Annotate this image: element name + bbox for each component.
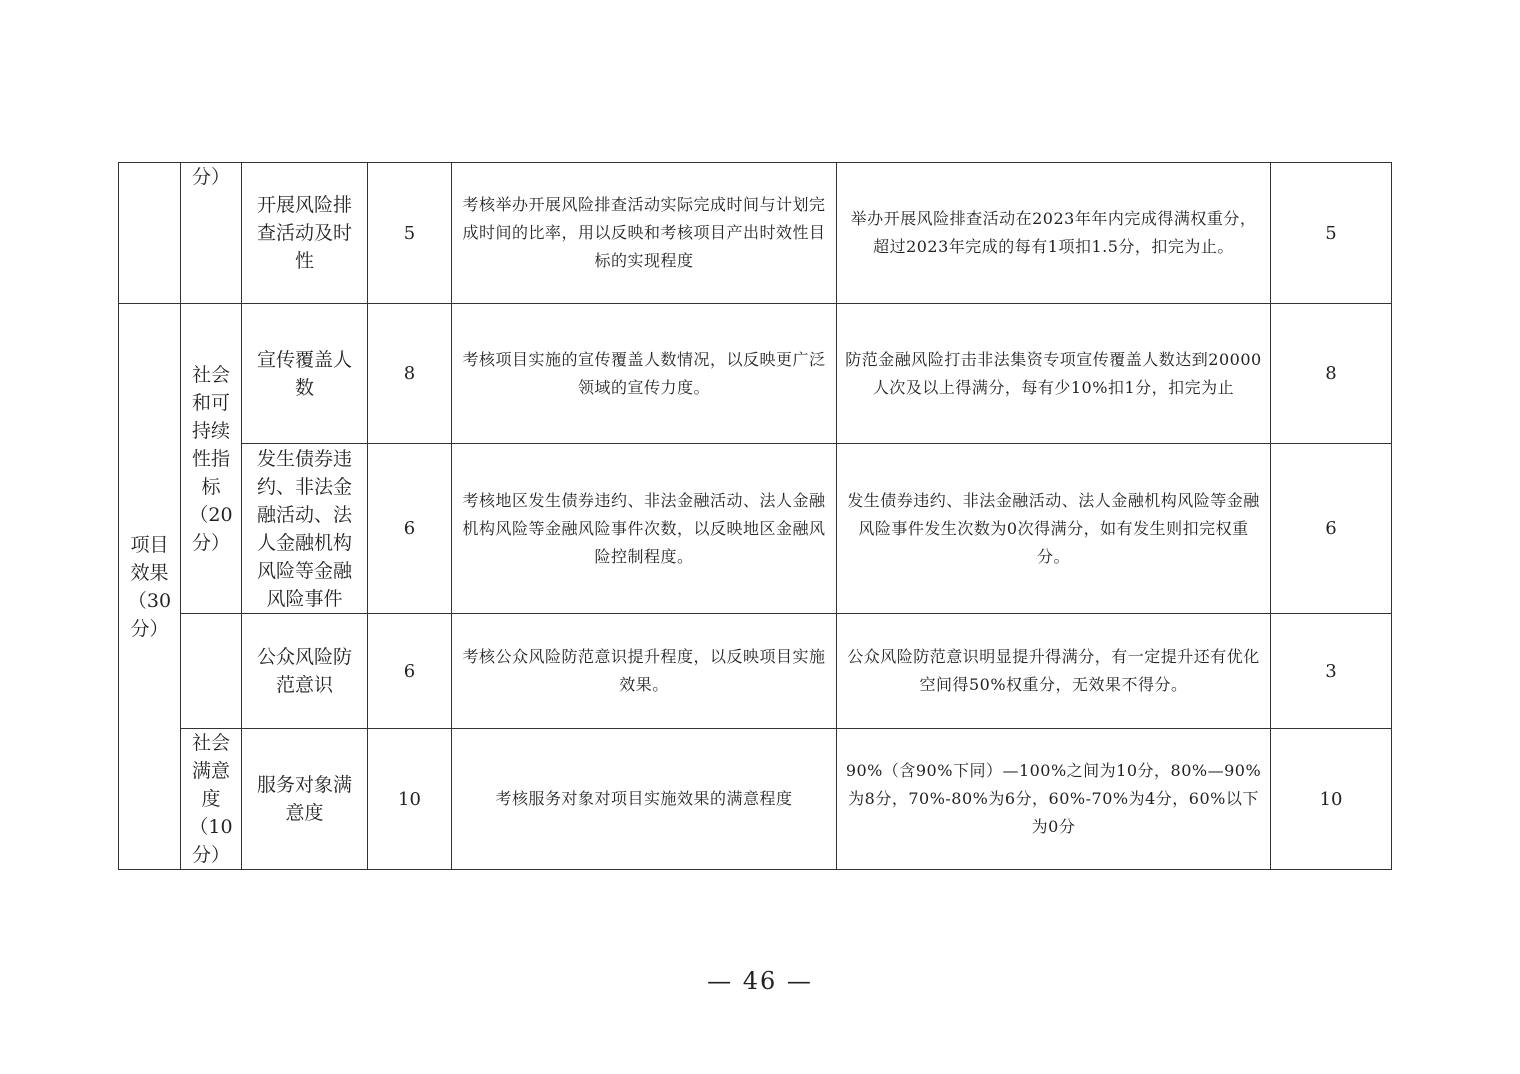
level1-cell-empty bbox=[119, 163, 181, 304]
table-row bbox=[119, 729, 1392, 870]
weight-cell: 8 bbox=[368, 304, 452, 444]
indicator-cell: 公众风险防范意识 bbox=[242, 614, 368, 729]
weight-cell: 10 bbox=[368, 729, 452, 870]
criteria-cell: 公众风险防范意识明显提升得满分，有一定提升还有优化空间得50%权重分，无效果不得分。 bbox=[837, 614, 1271, 729]
level2-cell-empty bbox=[181, 614, 242, 729]
explanation-cell: 考核地区发生债券违约、非法金融活动、法人金融机构风险等金融风险事件次数，以反映地区金融风险控制程度。 bbox=[452, 444, 837, 614]
indicator-cell: 宣传覆盖人数 bbox=[242, 304, 368, 444]
level2-fragment-cell: 分） bbox=[181, 163, 242, 304]
criteria-cell: 防范金融风险打击非法集资专项宣传覆盖人数达到20000人次及以上得满分，每有少10%扣1分，扣完为止 bbox=[837, 304, 1271, 444]
indicator-cell: 服务对象满意度 bbox=[242, 729, 368, 870]
level1-effect-cell: 项目效果（30分） bbox=[119, 304, 181, 870]
explanation-cell: 考核举办开展风险排查活动实际完成时间与计划完成时间的比率，用以反映和考核项目产出时效性目标的实现程度 bbox=[452, 163, 837, 304]
table-row bbox=[119, 163, 1392, 304]
indicator-cell: 发生债券违约、非法金融活动、法人金融机构风险等金融风险事件 bbox=[242, 444, 368, 614]
weight-cell: 6 bbox=[368, 614, 452, 729]
table-row bbox=[119, 304, 1392, 444]
score-cell: 6 bbox=[1271, 444, 1392, 614]
level2-satisfaction-cell: 社会满意度（10分） bbox=[181, 729, 242, 870]
explanation-cell: 考核服务对象对项目实施效果的满意程度 bbox=[452, 729, 837, 870]
criteria-cell: 90%（含90%下同）—100%之间为10分，80%—90%为8分，70%-80%为6分，60%-70%为4分，60%以下为0分 bbox=[837, 729, 1271, 870]
score-cell: 3 bbox=[1271, 614, 1392, 729]
explanation-cell: 考核项目实施的宣传覆盖人数情况，以反映更广泛领域的宣传力度。 bbox=[452, 304, 837, 444]
weight-cell: 5 bbox=[368, 163, 452, 304]
evaluation-table bbox=[118, 162, 1392, 870]
explanation-cell: 考核公众风险防范意识提升程度，以反映项目实施效果。 bbox=[452, 614, 837, 729]
page-number: — 46 — bbox=[707, 967, 813, 995]
weight-cell: 6 bbox=[368, 444, 452, 614]
table-row bbox=[119, 614, 1392, 729]
score-cell: 10 bbox=[1271, 729, 1392, 870]
table-row bbox=[119, 444, 1392, 614]
indicator-cell: 开展风险排查活动及时性 bbox=[242, 163, 368, 304]
level2-social-cell: 社会和可持续性指标（20分） bbox=[181, 304, 242, 614]
criteria-cell: 举办开展风险排查活动在2023年年内完成得满权重分，超过2023年完成的每有1项扣1.5分，扣完为止。 bbox=[837, 163, 1271, 304]
score-cell: 5 bbox=[1271, 163, 1392, 304]
criteria-cell: 发生债券违约、非法金融活动、法人金融机构风险等金融风险事件发生次数为0次得满分，如有发生则扣完权重分。 bbox=[837, 444, 1271, 614]
score-cell: 8 bbox=[1271, 304, 1392, 444]
